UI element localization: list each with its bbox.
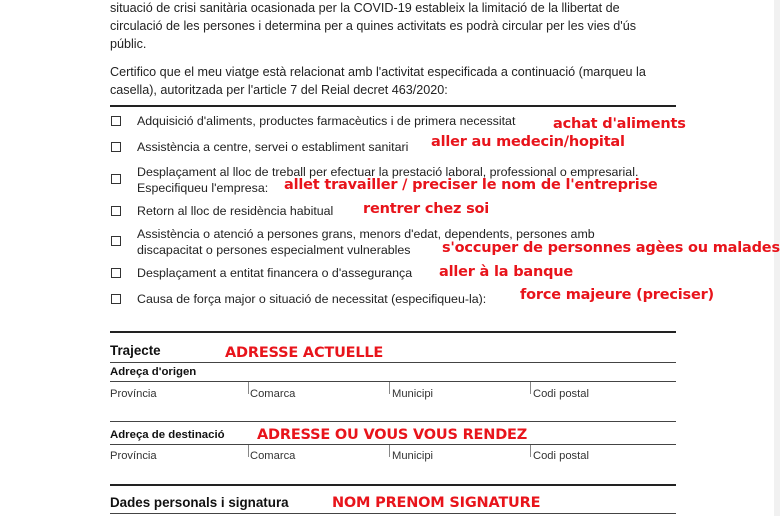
origin-comarca-field[interactable]: Comarca	[250, 388, 296, 400]
origin-codi-postal-field[interactable]: Codi postal	[533, 388, 589, 400]
intro-line-2: circulació de les persones i determina per a quines activitats es podrà circular per les vies d'ús	[110, 19, 636, 33]
options-top-rule	[110, 105, 676, 107]
intro-line-1: situació de crisi sanitària ocasionada per la COVID-19 estableix la limitació de la llibertat de	[110, 1, 620, 15]
origin-divider-3	[530, 382, 531, 394]
checkbox-home[interactable]	[111, 206, 121, 216]
dest-comarca-field[interactable]: Comarca	[250, 450, 296, 462]
note-food: achat d'aliments	[553, 116, 686, 132]
trajecte-sub-rule	[110, 362, 676, 363]
personal-sub-rule	[110, 513, 676, 514]
origin-rule	[110, 381, 676, 382]
option-home-label: Retorn al lloc de residència habitual	[137, 204, 334, 218]
scrollbar[interactable]	[774, 0, 780, 516]
destination-top-rule	[110, 421, 676, 422]
option-work-label: Desplaçament al lloc de treball per efectuar la prestació laboral, professional o empresarial.	[137, 165, 639, 179]
note-work: allet travailler / preciser le nom de l'entreprise	[284, 177, 658, 193]
origin-divider-2	[389, 382, 390, 394]
note-force-majeure: force majeure (preciser)	[520, 287, 714, 303]
option-health-label: Assistència a centre, servei o establiment sanitari	[137, 140, 409, 154]
option-food-label: Adquisició d'aliments, productes farmacèutics i de primera necessitat	[137, 114, 516, 128]
intro-line-3: públic.	[110, 37, 147, 51]
origin-label: Adreça d'origen	[110, 366, 197, 378]
option-care-line-2: discapacitat o persones especialment vulnerables	[137, 243, 411, 257]
option-work-company: Especifiqueu l'empresa:	[137, 181, 269, 195]
origin-provincia-field[interactable]: Província	[110, 388, 157, 400]
trajecte-rule	[110, 331, 676, 333]
personal-rule	[110, 484, 676, 486]
note-trajecte: ADRESSE ACTUELLE	[225, 345, 384, 361]
certify-line-2: casella), autoritzada per l'article 7 del Reial decret 463/2020:	[110, 83, 448, 97]
checkbox-care[interactable]	[111, 236, 121, 246]
checkbox-force-majeure[interactable]	[111, 294, 121, 304]
note-home: rentrer chez soi	[363, 201, 490, 217]
dest-divider-3	[530, 445, 531, 457]
dest-provincia-field[interactable]: Província	[110, 450, 157, 462]
destination-rule	[110, 444, 676, 445]
origin-municipi-field[interactable]: Municipi	[392, 388, 434, 400]
note-destination: ADRESSE OU VOUS VOUS RENDEZ	[257, 427, 528, 443]
dest-municipi-field[interactable]: Municipi	[392, 450, 434, 462]
origin-divider-1	[248, 382, 249, 394]
checkbox-bank[interactable]	[111, 268, 121, 278]
trajecte-title: Trajecte	[110, 343, 161, 358]
dest-codi-postal-field[interactable]: Codi postal	[533, 450, 589, 462]
note-health: aller au medecin/hopital	[431, 134, 625, 150]
option-force-majeure-label: Causa de força major o situació de necessitat (especifiqueu-la):	[137, 292, 487, 306]
checkbox-food[interactable]	[111, 116, 121, 126]
note-bank: aller à la banque	[439, 264, 574, 280]
checkbox-work[interactable]	[111, 174, 121, 184]
dest-divider-1	[248, 445, 249, 457]
certify-line-1: Certifico que el meu viatge està relacionat amb l'activitat especificada a continuació (marqueu la	[110, 65, 646, 79]
destination-label: Adreça de destinació	[110, 429, 225, 441]
note-personal: NOM PRENOM SIGNATURE	[332, 495, 541, 511]
option-bank-label: Desplaçament a entitat financera o d'assegurança	[137, 266, 413, 280]
dest-divider-2	[389, 445, 390, 457]
personal-title: Dades personals i signatura	[110, 495, 289, 510]
checkbox-health[interactable]	[111, 142, 121, 152]
option-care-label: Assistència o atenció a persones grans, menors d'edat, dependents, persones amb	[137, 227, 595, 241]
note-care: s'occuper de personnes agèes ou malades	[442, 240, 780, 256]
